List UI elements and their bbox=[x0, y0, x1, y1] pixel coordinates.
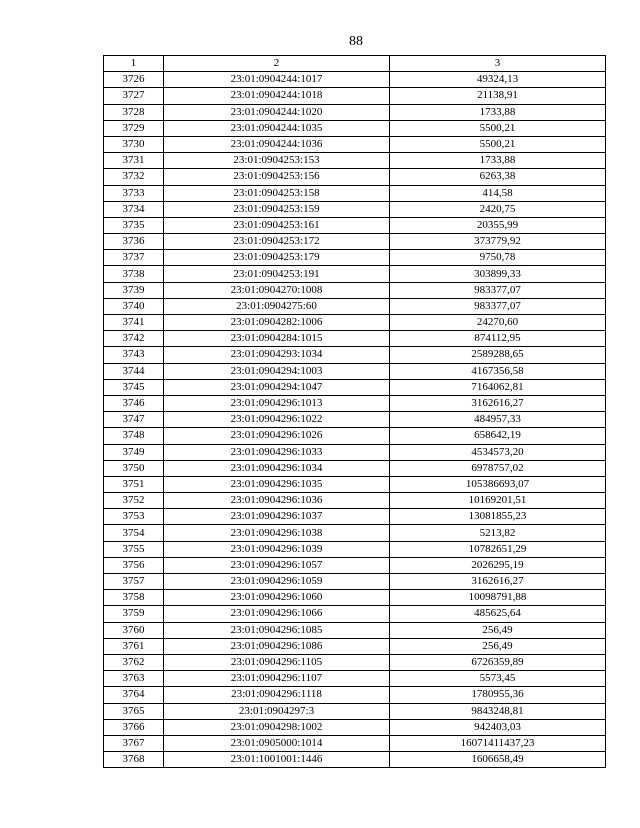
cadastral-number-cell: 23:01:0904275:60 bbox=[164, 298, 390, 314]
cadastral-value-cell: 658642,19 bbox=[390, 428, 606, 444]
cadastral-value-table bbox=[103, 55, 606, 768]
cadastral-value-cell: 3162616,27 bbox=[390, 574, 606, 590]
cadastral-value-cell: 5500,21 bbox=[390, 120, 606, 136]
cadastral-value-cell: 1606658,49 bbox=[390, 752, 606, 768]
cadastral-value-cell: 7164062,81 bbox=[390, 379, 606, 395]
header-row bbox=[104, 56, 606, 72]
cadastral-number-cell: 23:01:0904294:1003 bbox=[164, 363, 390, 379]
cadastral-value-cell: 1733,88 bbox=[390, 104, 606, 120]
cadastral-number-cell: 23:01:0904296:1037 bbox=[164, 509, 390, 525]
cadastral-number-cell: 23:01:0904296:1107 bbox=[164, 671, 390, 687]
cadastral-value-cell: 2420,75 bbox=[390, 201, 606, 217]
cadastral-value-cell: 6978757,02 bbox=[390, 460, 606, 476]
table-row bbox=[104, 476, 606, 492]
cadastral-value-cell: 256,49 bbox=[390, 638, 606, 654]
row-number-cell: 3737 bbox=[104, 250, 164, 266]
cadastral-value-cell: 4534573,20 bbox=[390, 444, 606, 460]
cadastral-number-cell: 23:01:0904296:1036 bbox=[164, 493, 390, 509]
row-number-cell: 3766 bbox=[104, 719, 164, 735]
cadastral-number-cell: 23:01:0904244:1017 bbox=[164, 72, 390, 88]
table-row bbox=[104, 557, 606, 573]
row-number-cell: 3756 bbox=[104, 557, 164, 573]
row-number-cell: 3752 bbox=[104, 493, 164, 509]
cadastral-number-cell: 23:01:0904270:1008 bbox=[164, 282, 390, 298]
header-col-2: 2 bbox=[164, 56, 390, 72]
cadastral-number-cell: 23:01:0904298:1002 bbox=[164, 719, 390, 735]
cadastral-value-cell: 256,49 bbox=[390, 622, 606, 638]
row-number-cell: 3731 bbox=[104, 153, 164, 169]
row-number-cell: 3726 bbox=[104, 72, 164, 88]
cadastral-number-cell: 23:01:0904253:191 bbox=[164, 266, 390, 282]
table-row bbox=[104, 282, 606, 298]
cadastral-value-cell: 49324,13 bbox=[390, 72, 606, 88]
cadastral-value-cell: 24270,60 bbox=[390, 315, 606, 331]
cadastral-number-cell: 23:01:0904253:158 bbox=[164, 185, 390, 201]
cadastral-number-cell: 23:01:0904294:1047 bbox=[164, 379, 390, 395]
table-row bbox=[104, 638, 606, 654]
cadastral-value-cell: 5213,82 bbox=[390, 525, 606, 541]
page-number: 88 bbox=[349, 34, 363, 49]
row-number-cell: 3750 bbox=[104, 460, 164, 476]
table-row bbox=[104, 395, 606, 411]
table-header bbox=[104, 56, 606, 72]
row-number-cell: 3763 bbox=[104, 671, 164, 687]
header-col-1: 1 bbox=[104, 56, 164, 72]
row-number-cell: 3768 bbox=[104, 752, 164, 768]
cadastral-value-cell: 2026295,19 bbox=[390, 557, 606, 573]
cadastral-number-cell: 23:01:0904253:159 bbox=[164, 201, 390, 217]
row-number-cell: 3754 bbox=[104, 525, 164, 541]
table-row bbox=[104, 703, 606, 719]
row-number-cell: 3743 bbox=[104, 347, 164, 363]
cadastral-number-cell: 23:01:0904296:1066 bbox=[164, 606, 390, 622]
table-row bbox=[104, 541, 606, 557]
header-col-3: 3 bbox=[390, 56, 606, 72]
row-number-cell: 3733 bbox=[104, 185, 164, 201]
row-number-cell: 3738 bbox=[104, 266, 164, 282]
cadastral-value-cell: 3162616,27 bbox=[390, 395, 606, 411]
cadastral-value-cell: 20355,99 bbox=[390, 217, 606, 233]
cadastral-value-cell: 2589288,65 bbox=[390, 347, 606, 363]
cadastral-value-cell: 1780955,36 bbox=[390, 687, 606, 703]
row-number-cell: 3765 bbox=[104, 703, 164, 719]
cadastral-number-cell: 23:01:0904296:1060 bbox=[164, 590, 390, 606]
table-row bbox=[104, 752, 606, 768]
cadastral-number-cell: 23:01:0904244:1035 bbox=[164, 120, 390, 136]
cadastral-number-cell: 23:01:0904296:1013 bbox=[164, 395, 390, 411]
table-row bbox=[104, 719, 606, 735]
cadastral-value-cell: 983377,07 bbox=[390, 298, 606, 314]
cadastral-number-cell: 23:01:0904296:1057 bbox=[164, 557, 390, 573]
row-number-cell: 3759 bbox=[104, 606, 164, 622]
cadastral-number-cell: 23:01:0904296:1033 bbox=[164, 444, 390, 460]
table-row bbox=[104, 654, 606, 670]
cadastral-number-cell: 23:01:0904282:1006 bbox=[164, 315, 390, 331]
cadastral-number-cell: 23:01:0904244:1036 bbox=[164, 136, 390, 152]
row-number-cell: 3749 bbox=[104, 444, 164, 460]
cadastral-number-cell: 23:01:0904296:1118 bbox=[164, 687, 390, 703]
row-number-cell: 3748 bbox=[104, 428, 164, 444]
cadastral-number-cell: 23:01:0904296:1026 bbox=[164, 428, 390, 444]
cadastral-value-cell: 9843248,81 bbox=[390, 703, 606, 719]
cadastral-value-cell: 6263,38 bbox=[390, 169, 606, 185]
row-number-cell: 3761 bbox=[104, 638, 164, 654]
table-row bbox=[104, 493, 606, 509]
cadastral-value-cell: 942403,03 bbox=[390, 719, 606, 735]
cadastral-number-cell: 23:01:0904284:1015 bbox=[164, 331, 390, 347]
table-row bbox=[104, 460, 606, 476]
cadastral-value-cell: 10098791,88 bbox=[390, 590, 606, 606]
row-number-cell: 3730 bbox=[104, 136, 164, 152]
table-row bbox=[104, 169, 606, 185]
cadastral-number-cell: 23:01:0904297:3 bbox=[164, 703, 390, 719]
table-row bbox=[104, 735, 606, 751]
table-row bbox=[104, 217, 606, 233]
cadastral-value-cell: 13081855,23 bbox=[390, 509, 606, 525]
table-row bbox=[104, 88, 606, 104]
cadastral-value-cell: 1733,88 bbox=[390, 153, 606, 169]
row-number-cell: 3746 bbox=[104, 395, 164, 411]
row-number-cell: 3758 bbox=[104, 590, 164, 606]
cadastral-value-cell: 5573,45 bbox=[390, 671, 606, 687]
cadastral-number-cell: 23:01:0904296:1038 bbox=[164, 525, 390, 541]
cadastral-number-cell: 23:01:0904253:156 bbox=[164, 169, 390, 185]
cadastral-value-cell: 303899,33 bbox=[390, 266, 606, 282]
table-row bbox=[104, 622, 606, 638]
table-row bbox=[104, 379, 606, 395]
row-number-cell: 3732 bbox=[104, 169, 164, 185]
cadastral-number-cell: 23:01:0904296:1059 bbox=[164, 574, 390, 590]
cadastral-value-cell: 10782651,29 bbox=[390, 541, 606, 557]
row-number-cell: 3742 bbox=[104, 331, 164, 347]
cadastral-number-cell: 23:01:0904253:172 bbox=[164, 234, 390, 250]
table-row bbox=[104, 331, 606, 347]
cadastral-value-cell: 4167356,58 bbox=[390, 363, 606, 379]
cadastral-value-cell: 983377,07 bbox=[390, 282, 606, 298]
row-number-cell: 3727 bbox=[104, 88, 164, 104]
cadastral-value-cell: 105386693,07 bbox=[390, 476, 606, 492]
row-number-cell: 3755 bbox=[104, 541, 164, 557]
cadastral-value-cell: 6726359,89 bbox=[390, 654, 606, 670]
table-row bbox=[104, 201, 606, 217]
cadastral-number-cell: 23:01:0904296:1085 bbox=[164, 622, 390, 638]
row-number-cell: 3762 bbox=[104, 654, 164, 670]
table-row bbox=[104, 266, 606, 282]
cadastral-value-cell: 9750,78 bbox=[390, 250, 606, 266]
row-number-cell: 3760 bbox=[104, 622, 164, 638]
cadastral-number-cell: 23:01:0904296:1034 bbox=[164, 460, 390, 476]
row-number-cell: 3744 bbox=[104, 363, 164, 379]
cadastral-value-cell: 485625,64 bbox=[390, 606, 606, 622]
table-row bbox=[104, 250, 606, 266]
row-number-cell: 3753 bbox=[104, 509, 164, 525]
row-number-cell: 3745 bbox=[104, 379, 164, 395]
table-row bbox=[104, 104, 606, 120]
row-number-cell: 3751 bbox=[104, 476, 164, 492]
row-number-cell: 3739 bbox=[104, 282, 164, 298]
table-row bbox=[104, 153, 606, 169]
table-row bbox=[104, 509, 606, 525]
cadastral-number-cell: 23:01:1001001:1446 bbox=[164, 752, 390, 768]
table-row bbox=[104, 136, 606, 152]
table-row bbox=[104, 298, 606, 314]
row-number-cell: 3764 bbox=[104, 687, 164, 703]
table-row bbox=[104, 412, 606, 428]
row-number-cell: 3728 bbox=[104, 104, 164, 120]
table-row bbox=[104, 687, 606, 703]
cadastral-value-cell: 414,58 bbox=[390, 185, 606, 201]
row-number-cell: 3736 bbox=[104, 234, 164, 250]
table-row bbox=[104, 671, 606, 687]
cadastral-number-cell: 23:01:0904253:153 bbox=[164, 153, 390, 169]
cadastral-number-cell: 23:01:0904296:1022 bbox=[164, 412, 390, 428]
table-row bbox=[104, 185, 606, 201]
cadastral-value-cell: 874112,95 bbox=[390, 331, 606, 347]
table-row bbox=[104, 72, 606, 88]
table-row bbox=[104, 120, 606, 136]
table-row bbox=[104, 606, 606, 622]
table-row bbox=[104, 315, 606, 331]
row-number-cell: 3767 bbox=[104, 735, 164, 751]
cadastral-value-cell: 373779,92 bbox=[390, 234, 606, 250]
cadastral-value-cell: 10169201,51 bbox=[390, 493, 606, 509]
table-row bbox=[104, 590, 606, 606]
row-number-cell: 3757 bbox=[104, 574, 164, 590]
row-number-cell: 3729 bbox=[104, 120, 164, 136]
table-row bbox=[104, 444, 606, 460]
table-row bbox=[104, 428, 606, 444]
cadastral-number-cell: 23:01:0904293:1034 bbox=[164, 347, 390, 363]
cadastral-number-cell: 23:01:0904253:179 bbox=[164, 250, 390, 266]
row-number-cell: 3735 bbox=[104, 217, 164, 233]
cadastral-number-cell: 23:01:0905000:1014 bbox=[164, 735, 390, 751]
row-number-cell: 3747 bbox=[104, 412, 164, 428]
table-row bbox=[104, 234, 606, 250]
row-number-cell: 3741 bbox=[104, 315, 164, 331]
table-row bbox=[104, 363, 606, 379]
cadastral-value-cell: 16071411437,23 bbox=[390, 735, 606, 751]
cadastral-value-cell: 21138,91 bbox=[390, 88, 606, 104]
cadastral-number-cell: 23:01:0904296:1039 bbox=[164, 541, 390, 557]
cadastral-number-cell: 23:01:0904253:161 bbox=[164, 217, 390, 233]
table-body bbox=[104, 72, 606, 768]
cadastral-value-cell: 484957,33 bbox=[390, 412, 606, 428]
row-number-cell: 3734 bbox=[104, 201, 164, 217]
table-row bbox=[104, 347, 606, 363]
cadastral-number-cell: 23:01:0904296:1086 bbox=[164, 638, 390, 654]
cadastral-value-cell: 5500,21 bbox=[390, 136, 606, 152]
cadastral-number-cell: 23:01:0904296:1035 bbox=[164, 476, 390, 492]
table-row bbox=[104, 525, 606, 541]
cadastral-number-cell: 23:01:0904296:1105 bbox=[164, 654, 390, 670]
table-row bbox=[104, 574, 606, 590]
row-number-cell: 3740 bbox=[104, 298, 164, 314]
cadastral-number-cell: 23:01:0904244:1018 bbox=[164, 88, 390, 104]
cadastral-number-cell: 23:01:0904244:1020 bbox=[164, 104, 390, 120]
